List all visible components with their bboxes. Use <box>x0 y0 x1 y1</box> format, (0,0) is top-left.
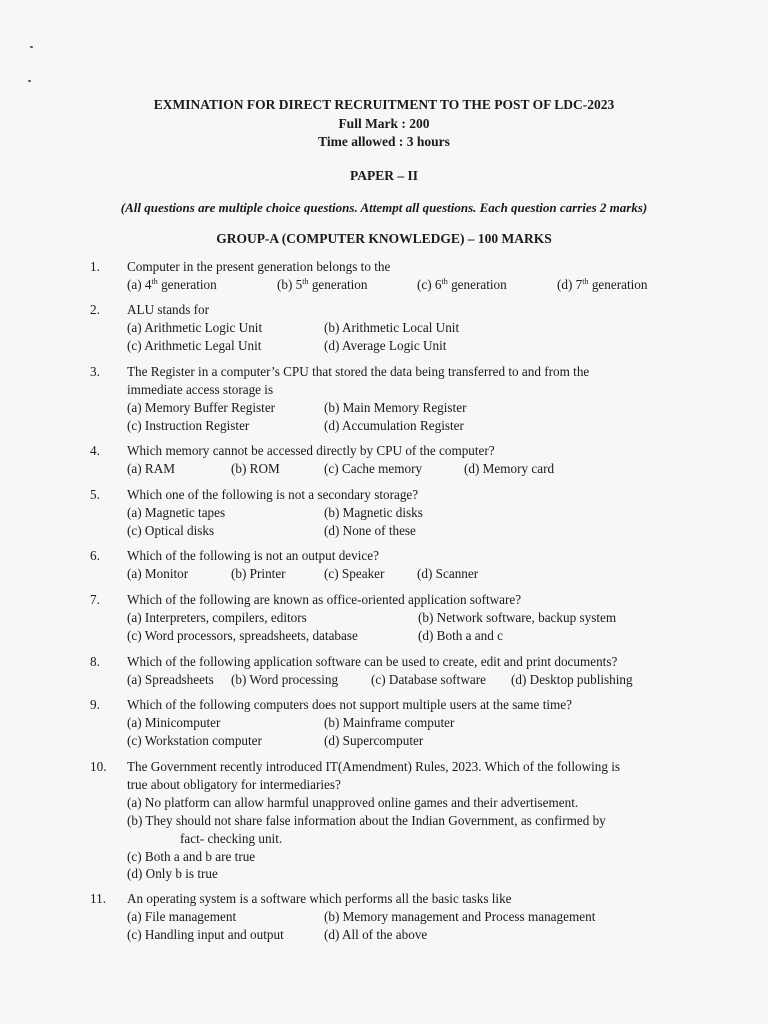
question-text: The Register in a computer’s CPU that stored the data being transferred to and from the <box>127 364 590 379</box>
exam-title: EXMINATION FOR DIRECT RECRUITMENT TO THE POST OF LDC-2023 <box>153 97 615 112</box>
option-d: (d) Both a and c <box>418 628 503 643</box>
option-b: (b) Main Memory Register <box>324 400 467 415</box>
group-heading: GROUP-A (COMPUTER KNOWLEDGE) – 100 MARKS <box>216 231 552 246</box>
option-a: (a) File management <box>127 909 237 924</box>
scan-speck <box>30 46 33 48</box>
option-d: (d) Only b is true <box>127 866 218 881</box>
option-a: (a) No platform can allow harmful unapproved online games and their advertisement. <box>127 795 579 810</box>
question-number: 6. <box>90 548 100 563</box>
option-b: (b) Memory management and Process management <box>324 909 596 924</box>
question-text: The Government recently introduced IT(Amendment) Rules, 2023. Which of the following is <box>127 759 621 774</box>
option-c: (c) Database software <box>371 672 486 687</box>
question-text: Which of the following are known as office-oriented application software? <box>127 592 522 607</box>
option-a: (a) Arithmetic Logic Unit <box>127 320 263 335</box>
question-number: 10. <box>90 759 107 774</box>
option-a: (a) 4th generation <box>127 277 217 292</box>
paper-heading: PAPER – II <box>349 168 418 183</box>
instructions: (All questions are multiple choice questions. Attempt all questions. Each question carries 2 marks) <box>120 200 648 215</box>
option-d: (d) Memory card <box>464 461 555 476</box>
question-number: 11. <box>90 891 106 906</box>
option-b-continued: fact- checking unit. <box>180 831 283 846</box>
question-text: ALU stands for <box>127 302 210 317</box>
option-d: (d) Accumulation Register <box>324 418 464 433</box>
option-d: (d) None of these <box>324 523 416 538</box>
question-text: Which one of the following is not a secondary storage? <box>127 487 419 502</box>
option-b: (b) Word processing <box>231 672 339 687</box>
question-text: Which of the following is not an output device? <box>127 548 379 563</box>
question-number: 8. <box>90 654 100 669</box>
question-number: 9. <box>90 697 100 712</box>
scan-speck <box>28 80 31 82</box>
option-c: (c) Word processors, spreadsheets, database <box>127 628 358 643</box>
option-b: (b) Magnetic disks <box>324 505 423 520</box>
option-a: (a) Minicomputer <box>127 715 221 730</box>
option-d: (d) Supercomputer <box>324 733 424 748</box>
option-a: (a) Spreadsheets <box>127 672 214 687</box>
option-b: (b) They should not share false information about the Indian Government, as confirmed by <box>127 813 606 828</box>
option-d: (d) Average Logic Unit <box>324 338 447 353</box>
question-text: immediate access storage is <box>127 382 274 397</box>
question-text: true about obligatory for intermediaries? <box>127 777 341 792</box>
option-d: (d) Desktop publishing <box>511 672 633 687</box>
option-a: (a) Interpreters, compilers, editors <box>127 610 307 625</box>
option-b: (b) Printer <box>231 566 286 581</box>
question-text: Which of the following application software can be used to create, edit and print documents? <box>127 654 618 669</box>
question-number: 5. <box>90 487 100 502</box>
option-b: (b) 5th generation <box>277 277 368 292</box>
option-c: (c) Workstation computer <box>127 733 262 748</box>
option-c: (c) Speaker <box>324 566 385 581</box>
option-a: (a) Memory Buffer Register <box>127 400 276 415</box>
option-c: (c) Optical disks <box>127 523 215 538</box>
option-b: (b) Mainframe computer <box>324 715 455 730</box>
option-c: (c) 6th generation <box>417 277 507 292</box>
option-a: (a) RAM <box>127 461 175 476</box>
option-c: (c) Arithmetic Legal Unit <box>127 338 262 353</box>
option-c: (c) Instruction Register <box>127 418 250 433</box>
option-a: (a) Monitor <box>127 566 189 581</box>
option-b: (b) ROM <box>231 461 280 476</box>
option-b: (b) Network software, backup system <box>418 610 617 625</box>
option-a: (a) Magnetic tapes <box>127 505 226 520</box>
option-c: (c) Cache memory <box>324 461 423 476</box>
option-c: (c) Both a and b are true <box>127 849 256 864</box>
question-text: An operating system is a software which performs all the basic tasks like <box>127 891 512 906</box>
question-number: 3. <box>90 364 100 379</box>
option-d: (d) Scanner <box>417 566 479 581</box>
option-d: (d) 7th generation <box>557 277 648 292</box>
question-number: 4. <box>90 443 100 458</box>
question-number: 1. <box>90 259 100 274</box>
question-number: 7. <box>90 592 100 607</box>
option-b: (b) Arithmetic Local Unit <box>324 320 460 335</box>
option-d: (d) All of the above <box>324 927 428 942</box>
question-number: 2. <box>90 302 100 317</box>
question-text: Which memory cannot be accessed directly by CPU of the computer? <box>127 443 495 458</box>
question-text: Which of the following computers does not support multiple users at the same time? <box>127 697 572 712</box>
question-text: Computer in the present generation belongs to the <box>127 259 391 274</box>
option-c: (c) Handling input and output <box>127 927 284 942</box>
full-mark: Full Mark : 200 <box>338 116 430 131</box>
time-allowed: Time allowed : 3 hours <box>318 134 450 149</box>
